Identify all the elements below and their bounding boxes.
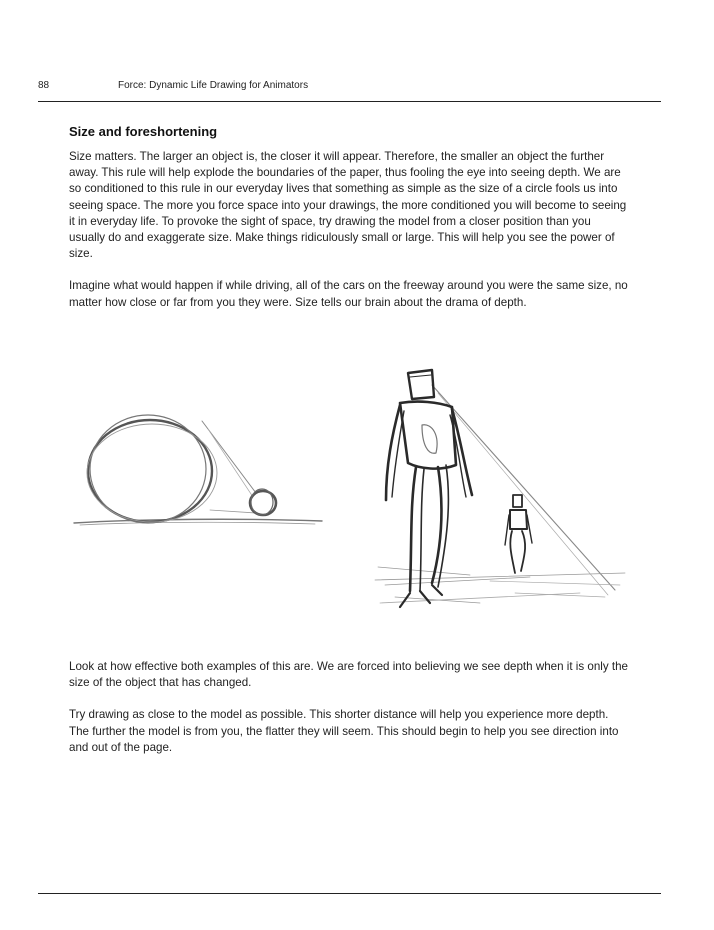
figure-sketch xyxy=(375,370,625,607)
paragraph-2: Imagine what would happen if while driving, all of the cars on the freeway around you were the same size, no matter how close or far from you they were. Size tells our brain about the drama of depth. xyxy=(69,279,628,309)
section-body xyxy=(69,124,629,311)
running-title: Force: Dynamic Life Drawing for Animators xyxy=(118,80,309,91)
paragraph-4: Try drawing as close to the model as possible. This shorter distance will help you experience more depth. The further the model is from you, the flatter they will seem. This should begin to help you see direction into and out of the page. xyxy=(69,708,619,754)
page-number: 88 xyxy=(38,80,50,91)
sketch-figure xyxy=(60,345,650,635)
paragraph-3: Look at how effective both examples of this are. We are forced into believing we see depth when it is only the size of the object that has changed. xyxy=(69,660,628,690)
section-heading: Size and foreshortening xyxy=(69,124,218,139)
closing-text xyxy=(69,659,629,756)
sketch-illustration xyxy=(60,345,650,635)
circle-sketch xyxy=(74,415,322,525)
header-rule xyxy=(38,101,661,102)
footer-rule xyxy=(38,893,661,894)
paragraph-1: Size matters. The larger an object is, the closer it will appear. Therefore, the smaller an object the further away. This rule will help explode the boundaries of the paper, thus fooling the eye into seeing depth. We are so conditioned to this rule in our everyday lives that something as simple as the size of a circle fools us into seeing space. The more you force space into your drawings, the more conditioned you will become to seeing it in everyday life. To provoke the sight of space, try drawing the model from a closer position than you usually do and exaggerate size. Make things ridiculously small or large. This will help you see the power of size. xyxy=(69,150,627,261)
